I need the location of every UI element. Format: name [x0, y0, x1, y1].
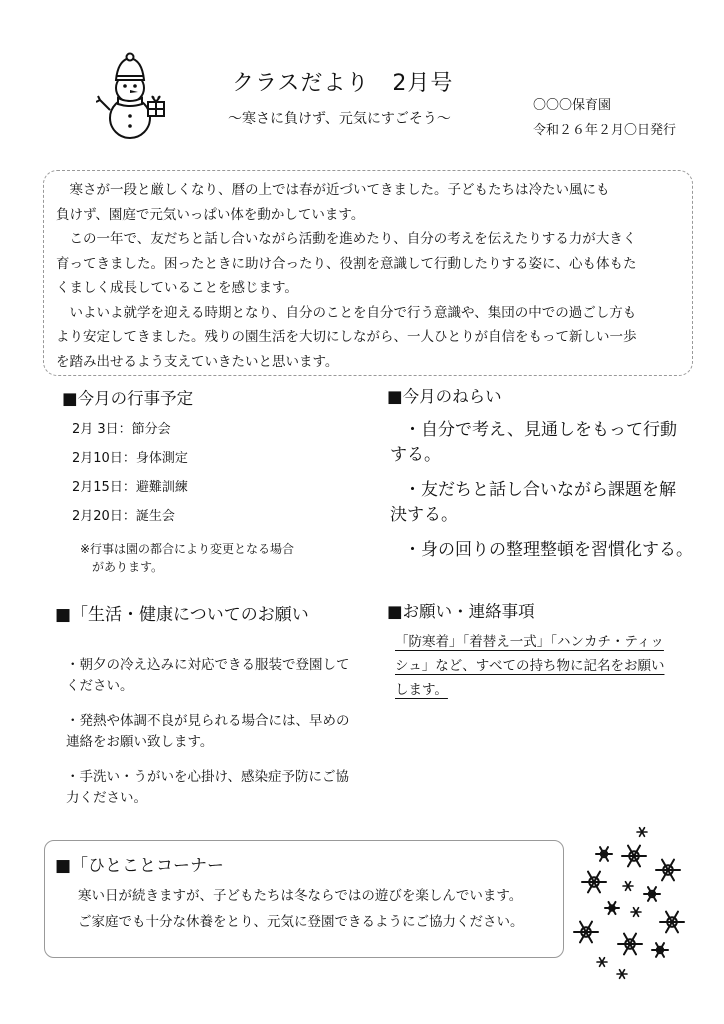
snowflake-icon — [597, 958, 607, 967]
intro-line: を踏み出せるよう支えていきたいと思います。 — [56, 353, 339, 370]
snowflake-icon — [574, 922, 598, 943]
health-item — [66, 767, 350, 809]
health-heading: ■「生活・健康についてのお願い — [55, 605, 309, 625]
snowflake-icon — [652, 943, 668, 957]
snowflakes-decoration — [572, 822, 692, 982]
health-line: ・朝夕の冷え込みに対応できる服装で登園して — [66, 657, 350, 673]
aim-line: する。 — [390, 445, 441, 465]
health-line: ください。 — [66, 678, 134, 694]
snowflake-icon — [644, 887, 660, 901]
intro-line: この一年で、友だちと話し合いながら活動を進めたり、自分の考えを伝えたりする力が大きく — [56, 231, 637, 247]
aim-line: ・自分で考え、見通しをもって行動 — [404, 420, 678, 440]
corner-text — [78, 883, 524, 935]
health-list — [66, 655, 350, 823]
event-item: 2月20日：誕生会 — [72, 509, 175, 524]
snowflake-icon — [582, 872, 606, 893]
aim-line: ・友だちと話し合いながら課題を解 — [404, 480, 676, 500]
aims-heading: ■今月のねらい — [387, 387, 502, 406]
intro-line: 育ってきました。困ったときに助け合ったり、役割を意識して行動したりする姿に、心も体もた — [56, 255, 637, 272]
notice-text — [395, 630, 664, 702]
intro-line: より安定してきました。残りの園生活を大切にしながら、一人ひとりが自信をもって新しい一歩 — [56, 329, 637, 345]
corner-heading: ■「ひとことコーナー — [55, 856, 225, 876]
event-item: 2月10日：身体測定 — [72, 451, 188, 466]
snowflake-icon — [622, 846, 646, 867]
health-line: 力ください。 — [66, 790, 147, 806]
event-item: 2月 3日：節分会 — [72, 422, 171, 437]
notice-line: 「防寒着」「着替え一式」「ハンカチ・ティッ — [395, 634, 664, 650]
snowflake-icon — [618, 934, 642, 955]
page-subtitle: 〜寒さに負けず、元気にすごそう〜 — [228, 111, 451, 127]
aim-item — [390, 478, 693, 528]
aims-list — [390, 418, 693, 573]
intro-line: 負けず、園庭で元気いっぱい体を動かしています。 — [56, 206, 365, 223]
corner-line: ご家庭でも十分な休養をとり、元気に登園できるようにご協力ください。 — [78, 914, 524, 930]
snowman-icon — [96, 52, 176, 144]
events-note — [80, 540, 294, 576]
aim-line: ・身の回りの整理整頓を習慣化する。 — [404, 540, 693, 560]
snowflake-icon — [637, 828, 647, 837]
health-line: 連絡をお願い致します。 — [66, 734, 214, 750]
snowflake-icon — [617, 970, 627, 979]
aim-item — [390, 538, 693, 563]
notice-line: します。 — [395, 682, 448, 698]
aim-item — [390, 418, 693, 468]
notice-heading: ■お願い・連絡事項 — [387, 602, 535, 621]
snowflake-icon — [660, 912, 684, 933]
health-line: ・発熱や体調不良が見られる場合には、早めの — [66, 713, 350, 729]
snowflake-icon — [605, 902, 619, 914]
aim-line: 決する。 — [390, 505, 458, 525]
events-heading: ■今月の行事予定 — [62, 389, 194, 408]
intro-text — [56, 178, 637, 374]
event-item: 2月15日：避難訓練 — [72, 480, 188, 495]
snowflake-icon — [623, 882, 633, 891]
events-list — [72, 418, 188, 534]
issue-date: 令和２６年２月〇日発行 — [533, 123, 677, 138]
school-name: 〇〇〇保育園 — [533, 98, 612, 113]
intro-line: 寒さが一段と厳しくなり、暦の上では春が近づいてきました。子どもたちは冷たい風にも — [56, 182, 610, 198]
notice-line: シュ」など、すべての持ち物に記名をお願い — [395, 658, 665, 674]
page-title: クラスだより 2月号 — [232, 71, 454, 96]
intro-line: いよいよ就学を迎える時期となり、自分のことを自分で行う意識や、集団の中での過ごし方も — [56, 304, 637, 321]
corner-line: 寒い日が続きますが、子どもたちは冬ならではの遊びを楽しんでいます。 — [78, 888, 523, 904]
health-line: ・手洗い・うがいを心掛け、感染症予防にご協 — [66, 769, 349, 785]
snowflake-icon — [596, 847, 612, 861]
snowflake-icon — [631, 908, 641, 917]
health-item — [66, 711, 350, 753]
note-line: ※行事は園の都合により変更となる場合 — [80, 542, 295, 556]
snowflake-icon — [656, 860, 680, 881]
note-line: があります。 — [80, 560, 164, 574]
intro-line: くましく成長していることを感じます。 — [56, 280, 298, 296]
health-item — [66, 655, 350, 697]
